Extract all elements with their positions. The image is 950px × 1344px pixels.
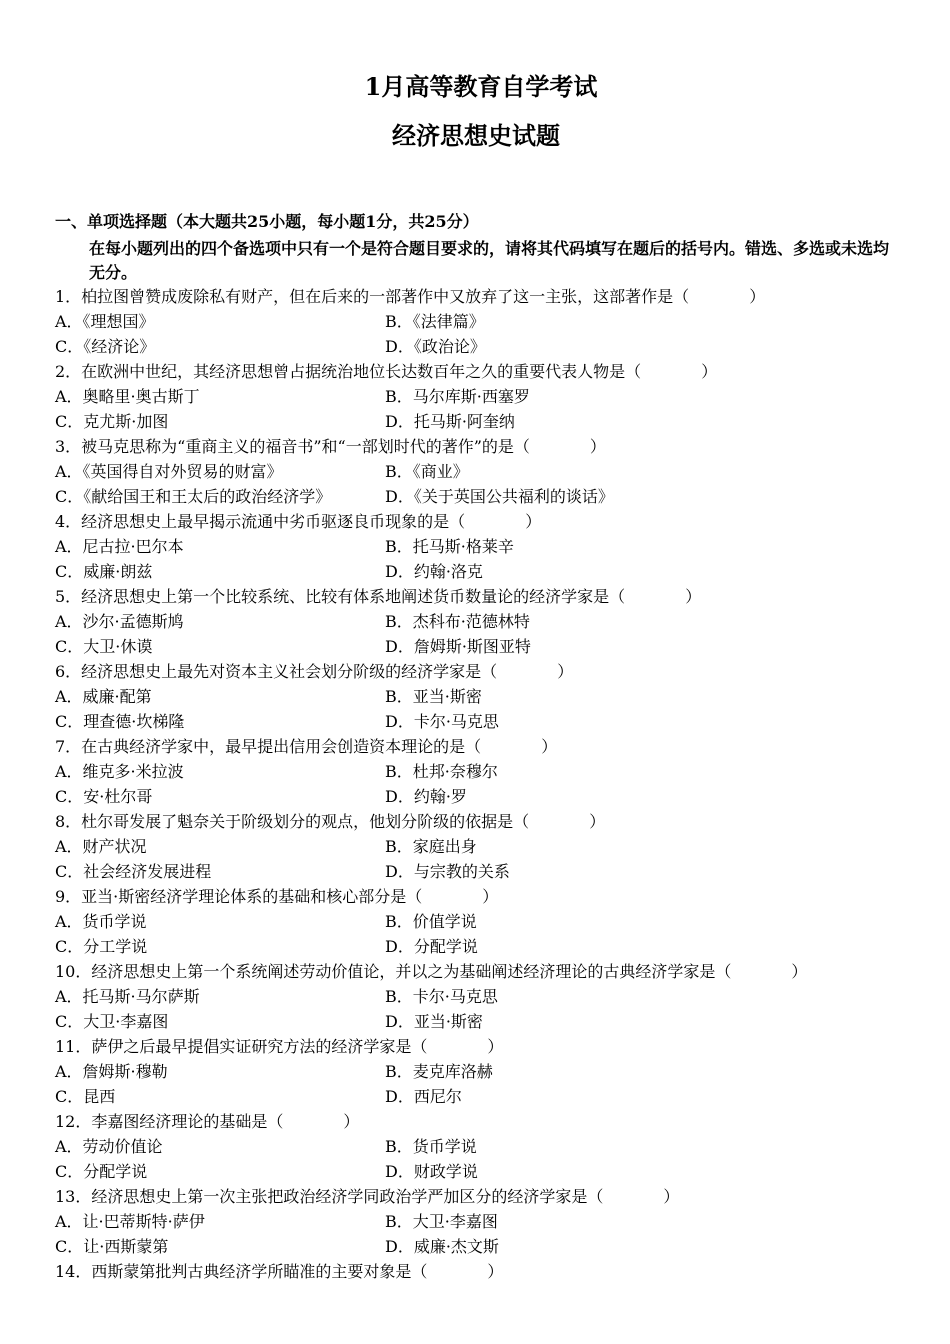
- question-text: 12．李嘉图经济理论的基础是（: [55, 1112, 284, 1131]
- answer-option: C．昆西: [55, 1087, 116, 1106]
- answer-option: B．亚当·斯密: [385, 687, 482, 706]
- question-text: 8．杜尔哥发展了魁奈关于阶级划分的观点，他划分阶级的依据是（: [55, 812, 530, 831]
- option-row: [55, 634, 915, 659]
- answer-paren-close: ）: [541, 737, 558, 756]
- question-stem: [55, 284, 915, 309]
- answer-option: B．托马斯·格莱辛: [385, 537, 514, 556]
- question-stem: [55, 734, 915, 759]
- option-row: [55, 1159, 915, 1184]
- answer-option: B．货币学说: [385, 1137, 477, 1156]
- question-text: 13．经济思想史上第一次主张把政治经济学同政治学严加区分的经济学家是（: [55, 1187, 604, 1206]
- question-stem: [55, 434, 915, 459]
- question-stem: [55, 809, 915, 834]
- question-stem: [55, 659, 915, 684]
- answer-option: C．《经济论》: [55, 337, 156, 356]
- option-row: [55, 1009, 915, 1034]
- answer-option: C．克尤斯·加图: [55, 412, 169, 431]
- question-stem: [55, 1109, 915, 1134]
- option-row: [55, 309, 915, 334]
- answer-option: B．杰科布·范德林特: [385, 612, 530, 631]
- answer-option: A．托马斯·马尔萨斯: [55, 987, 200, 1006]
- option-row: [55, 459, 915, 484]
- answer-option: A．维克多·米拉波: [55, 762, 184, 781]
- option-row: [55, 1059, 915, 1084]
- answer-option: A．威廉·配第: [55, 687, 152, 706]
- answer-option: A．《英国得自对外贸易的财富》: [55, 462, 283, 481]
- answer-option: B．价值学说: [385, 912, 477, 931]
- answer-paren-close: ）: [791, 962, 808, 981]
- option-row: [55, 909, 915, 934]
- option-row: [55, 784, 915, 809]
- option-row: [55, 759, 915, 784]
- option-row: [55, 859, 915, 884]
- answer-option: D．卡尔·马克思: [385, 712, 499, 731]
- answer-option: A．沙尔·孟德斯鸠: [55, 612, 184, 631]
- option-row: [55, 409, 915, 434]
- answer-option: B．家庭出身: [385, 837, 477, 856]
- question-stem: [55, 884, 915, 909]
- answer-option: B．马尔库斯·西塞罗: [385, 387, 530, 406]
- question-text: 4．经济思想史上最早揭示流通中劣币驱逐良币现象的是（: [55, 512, 466, 531]
- answer-paren-close: ）: [487, 1037, 504, 1056]
- answer-option: D．威廉·杰文斯: [385, 1237, 499, 1256]
- answer-option: D．财政学说: [385, 1162, 478, 1181]
- question-stem: [55, 359, 915, 384]
- answer-option: C．安·杜尔哥: [55, 787, 153, 806]
- answer-option: A．劳动价值论: [55, 1137, 163, 1156]
- answer-option: D．与宗教的关系: [385, 862, 510, 881]
- question-stem: [55, 1034, 915, 1059]
- answer-paren-close: ）: [482, 887, 499, 906]
- answer-option: D．分配学说: [385, 937, 478, 956]
- option-row: [55, 984, 915, 1009]
- option-row: [55, 834, 915, 859]
- option-row: [55, 559, 915, 584]
- answer-option: C．威廉·朗兹: [55, 562, 153, 581]
- answer-paren-close: ）: [487, 1262, 504, 1281]
- answer-paren-close: ）: [685, 587, 702, 606]
- answer-option: D．西尼尔: [385, 1087, 462, 1106]
- answer-paren-close: ）: [557, 662, 574, 681]
- answer-paren-close: ）: [589, 812, 606, 831]
- option-row: [55, 684, 915, 709]
- question-text: 14．西斯蒙第批判古典经济学所瞄准的主要对象是（: [55, 1262, 428, 1281]
- question-text: 2．在欧洲中世纪，其经济思想曾占据统治地位长达数百年之久的重要代表人物是（: [55, 362, 642, 381]
- question-stem: [55, 1184, 915, 1209]
- answer-option: C．《献给国王和王太后的政治经济学》: [55, 487, 332, 506]
- answer-option: C．分工学说: [55, 937, 148, 956]
- answer-option: B．麦克库洛赫: [385, 1062, 493, 1081]
- answer-option: B．大卫·李嘉图: [385, 1212, 498, 1231]
- answer-option: A．《理想国》: [55, 312, 155, 331]
- answer-option: A．尼古拉·巴尔本: [55, 537, 184, 556]
- option-row: [55, 384, 915, 409]
- answer-option: B．《法律篇》: [385, 312, 485, 331]
- answer-option: A．让·巴蒂斯特·萨伊: [55, 1212, 205, 1231]
- answer-option: D．《政治论》: [385, 337, 486, 356]
- section-heading: 一、单项选择题（本大题共25小题，每小题1分，共25分）: [55, 212, 479, 231]
- answer-option: C．社会经济发展进程: [55, 862, 212, 881]
- question-list: [55, 284, 915, 1284]
- answer-option: B．卡尔·马克思: [385, 987, 498, 1006]
- exam-subtitle: 经济思想史试题: [392, 121, 560, 150]
- question-text: 11．萨伊之后最早提倡实证研究方法的经济学家是（: [55, 1037, 428, 1056]
- option-row: [55, 534, 915, 559]
- answer-option: D．约翰·罗: [385, 787, 467, 806]
- question-text: 7．在古典经济学家中，最早提出信用会创造资本理论的是（: [55, 737, 482, 756]
- answer-option: C．让·西斯蒙第: [55, 1237, 169, 1256]
- exam-title: 1月高等教育自学考试: [364, 72, 598, 101]
- option-row: [55, 1084, 915, 1109]
- answer-option: C．理查德·坎梯隆: [55, 712, 185, 731]
- answer-option: D．詹姆斯·斯图亚特: [385, 637, 531, 656]
- answer-paren-close: ）: [663, 1187, 680, 1206]
- option-row: [55, 334, 915, 359]
- answer-paren-close: ）: [343, 1112, 360, 1131]
- answer-option: A．詹姆斯·穆勒: [55, 1062, 168, 1081]
- question-text: 5．经济思想史上第一个比较系统、比较有体系地阐述货币数量论的经济学家是（: [55, 587, 626, 606]
- question-text: 6．经济思想史上最先对资本主义社会划分阶级的经济学家是（: [55, 662, 498, 681]
- option-row: [55, 1234, 915, 1259]
- question-stem: [55, 509, 915, 534]
- answer-option: A．货币学说: [55, 912, 147, 931]
- option-row: [55, 484, 915, 509]
- answer-option: D．约翰·洛克: [385, 562, 483, 581]
- answer-option: C．大卫·休谟: [55, 637, 153, 656]
- question-stem: [55, 1259, 915, 1284]
- option-row: [55, 709, 915, 734]
- question-stem: [55, 959, 915, 984]
- answer-option: C．分配学说: [55, 1162, 148, 1181]
- section-instructions: 在每小题列出的四个备选项中只有一个是符合题目要求的，请将其代码填写在题后的括号内。错选、多选或未选均无分。: [89, 239, 890, 282]
- answer-option: A．奥略里·奥古斯丁: [55, 387, 200, 406]
- answer-option: D．《关于英国公共福利的谈话》: [385, 487, 614, 506]
- option-row: [55, 934, 915, 959]
- answer-paren-close: ）: [749, 287, 766, 306]
- answer-option: D．托马斯·阿奎纳: [385, 412, 515, 431]
- answer-paren-close: ）: [701, 362, 718, 381]
- question-stem: [55, 584, 915, 609]
- option-row: [55, 1209, 915, 1234]
- answer-option: A．财产状况: [55, 837, 147, 856]
- answer-option: B．《商业》: [385, 462, 469, 481]
- question-text: 3．被马克思称为“重商主义的福音书”和“一部划时代的著作”的是（: [55, 437, 530, 456]
- question-text: 1．柏拉图曾赞成废除私有财产，但在后来的一部著作中又放弃了这一主张，这部著作是（: [55, 287, 690, 306]
- answer-option: D．亚当·斯密: [385, 1012, 483, 1031]
- question-text: 9．亚当·斯密经济学理论体系的基础和核心部分是（: [55, 887, 423, 906]
- answer-option: C．大卫·李嘉图: [55, 1012, 169, 1031]
- answer-paren-close: ）: [589, 437, 606, 456]
- answer-option: B．杜邦·奈穆尔: [385, 762, 498, 781]
- answer-paren-close: ）: [525, 512, 542, 531]
- question-text: 10．经济思想史上第一个系统阐述劳动价值论，并以之为基础阐述经济理论的古典经济学家是（: [55, 962, 732, 981]
- option-row: [55, 609, 915, 634]
- option-row: [55, 1134, 915, 1159]
